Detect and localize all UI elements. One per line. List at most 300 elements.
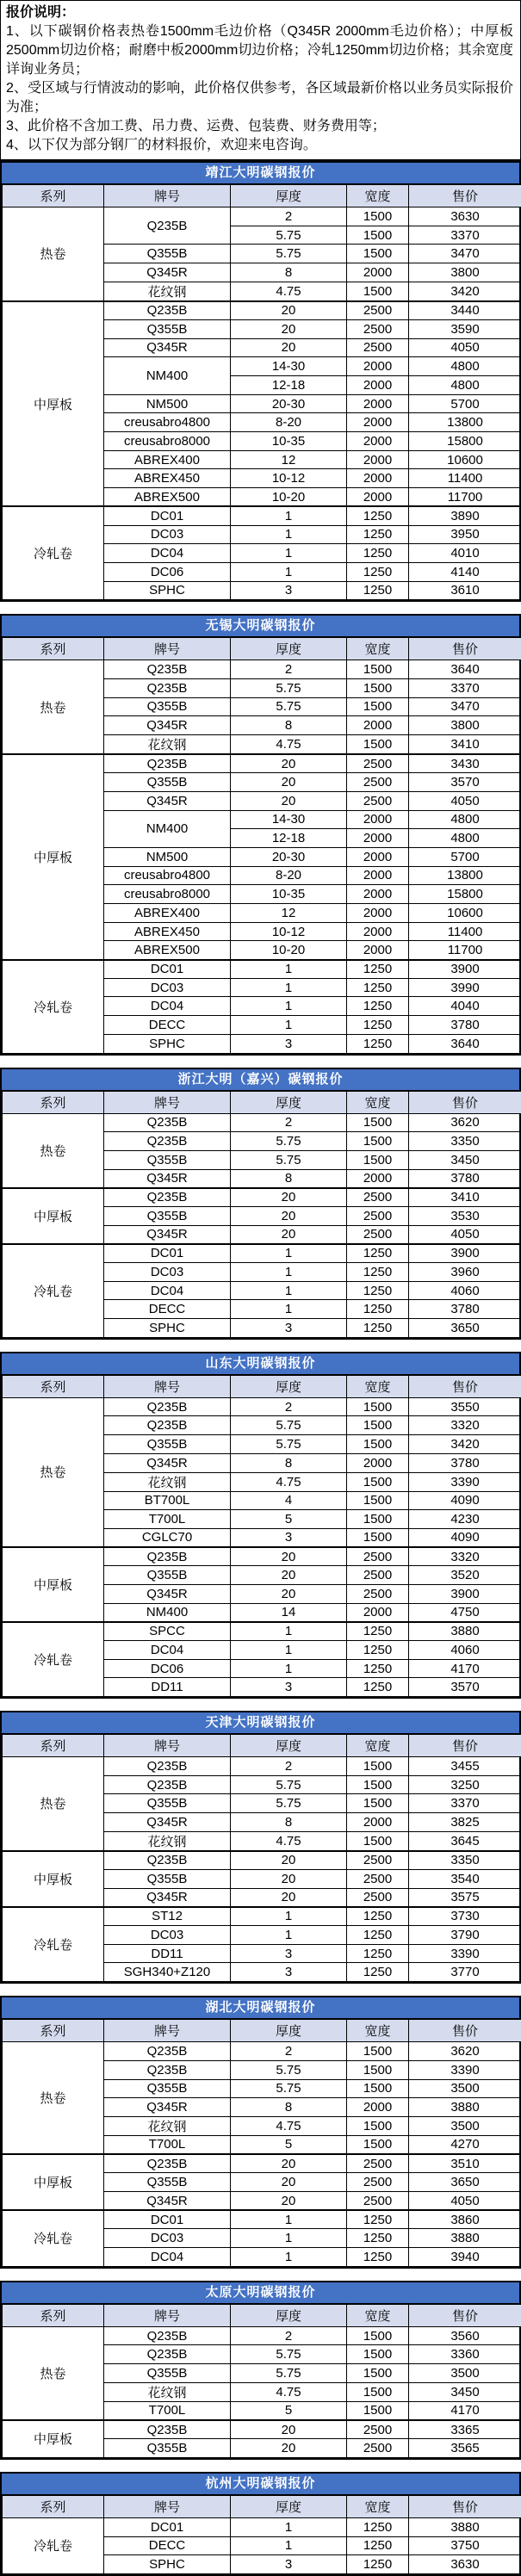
width-cell: 2000 bbox=[347, 1453, 409, 1472]
width-cell: 2000 bbox=[347, 941, 409, 960]
thickness-cell: 10-20 bbox=[231, 941, 347, 960]
notes-heading: 报价说明： bbox=[6, 3, 513, 22]
thickness-cell: 1 bbox=[231, 525, 347, 544]
price-cell: 4800 bbox=[409, 810, 521, 829]
series-cell: 中厚板 bbox=[3, 2154, 104, 2210]
quotation-notes bbox=[0, 0, 521, 161]
price-cell: 3610 bbox=[409, 581, 521, 600]
brand-cell: Q345R bbox=[104, 1169, 231, 1188]
price-cell: 3620 bbox=[409, 1113, 521, 1132]
brand-cell: Q345R bbox=[104, 2098, 231, 2117]
price-grid-hangzhou bbox=[2, 2495, 521, 2574]
width-cell: 1500 bbox=[347, 1435, 409, 1454]
brand-cell: NM500 bbox=[104, 847, 231, 866]
table-row bbox=[3, 1622, 521, 1641]
header-row bbox=[3, 1091, 521, 1113]
thickness-cell: 20 bbox=[231, 2173, 347, 2192]
thickness-cell: 8 bbox=[231, 1453, 347, 1472]
price-cell: 3780 bbox=[409, 1016, 521, 1035]
width-cell: 2000 bbox=[347, 922, 409, 941]
brand-cell: SPHC bbox=[104, 581, 231, 600]
column-header-price: 售价 bbox=[409, 2304, 521, 2326]
brand-cell: Q355B bbox=[104, 1435, 231, 1454]
brand-cell: Q355B bbox=[104, 1206, 231, 1225]
brand-cell: NM500 bbox=[104, 394, 231, 413]
price-table-wuxi bbox=[0, 614, 521, 1055]
price-cell: 3890 bbox=[409, 506, 521, 525]
width-cell: 2000 bbox=[347, 488, 409, 507]
thickness-cell: 8 bbox=[231, 716, 347, 735]
width-cell: 2500 bbox=[347, 2439, 409, 2458]
price-table-taiyuan bbox=[0, 2281, 521, 2460]
brand-cell: ABREX450 bbox=[104, 469, 231, 488]
series-cell: 热卷 bbox=[3, 2326, 104, 2420]
column-header-width: 宽度 bbox=[347, 2304, 409, 2326]
thickness-cell: 1 bbox=[231, 1300, 347, 1319]
thickness-cell: 2 bbox=[231, 207, 347, 226]
price-cell: 3640 bbox=[409, 660, 521, 679]
header-row bbox=[3, 638, 521, 660]
thickness-cell: 10-35 bbox=[231, 432, 347, 451]
thickness-cell: 20 bbox=[231, 301, 347, 320]
price-cell: 3630 bbox=[409, 2555, 521, 2574]
width-cell: 1500 bbox=[347, 207, 409, 226]
width-cell: 1500 bbox=[347, 735, 409, 755]
brand-cell: DC03 bbox=[104, 525, 231, 544]
thickness-cell: 20-30 bbox=[231, 847, 347, 866]
table-row bbox=[3, 1188, 521, 1207]
series-cell: 冷轧卷 bbox=[3, 1907, 104, 1982]
brand-cell: Q235B bbox=[104, 754, 231, 773]
column-header-brand: 牌号 bbox=[104, 2020, 231, 2042]
brand-cell: BT700L bbox=[104, 1491, 231, 1510]
table-title-hangzhou: 杭州大明碳钢报价 bbox=[2, 2474, 519, 2495]
price-cell: 3320 bbox=[409, 1547, 521, 1566]
price-cell: 3790 bbox=[409, 1926, 521, 1945]
thickness-cell: 5.75 bbox=[231, 2364, 347, 2383]
price-cell: 10600 bbox=[409, 450, 521, 469]
width-cell: 1500 bbox=[347, 1397, 409, 1416]
thickness-cell: 4.75 bbox=[231, 2382, 347, 2401]
width-cell: 1500 bbox=[347, 1113, 409, 1132]
header-row bbox=[3, 1375, 521, 1397]
brand-cell: T700L bbox=[104, 2135, 231, 2154]
price-cell: 4050 bbox=[409, 338, 521, 357]
width-cell: 2500 bbox=[347, 2420, 409, 2439]
width-cell: 1250 bbox=[347, 1300, 409, 1319]
table-row bbox=[3, 207, 521, 226]
width-cell: 2000 bbox=[347, 829, 409, 848]
price-cell: 13800 bbox=[409, 413, 521, 432]
column-header-series: 系列 bbox=[3, 2304, 104, 2326]
price-cell: 13800 bbox=[409, 866, 521, 885]
price-cell: 3450 bbox=[409, 2382, 521, 2401]
thickness-cell: 1 bbox=[231, 1659, 347, 1678]
brand-cell: Q355B bbox=[104, 1870, 231, 1889]
width-cell: 2000 bbox=[347, 450, 409, 469]
thickness-cell: 20 bbox=[231, 2154, 347, 2173]
price-cell: 3250 bbox=[409, 1775, 521, 1794]
price-cell: 3880 bbox=[409, 2229, 521, 2248]
series-cell: 中厚板 bbox=[3, 1188, 104, 1244]
price-cell: 3730 bbox=[409, 1907, 521, 1926]
thickness-cell: 20 bbox=[231, 338, 347, 357]
note-line-2: 2、受区域与行情波动的影响，此价格仅供参考，各区域最新价格以业务员实际报价为准； bbox=[6, 79, 513, 117]
price-cell: 3540 bbox=[409, 1870, 521, 1889]
table-row bbox=[3, 1244, 521, 1263]
brand-cell: Q345R bbox=[104, 1888, 231, 1907]
width-cell: 1250 bbox=[347, 1963, 409, 1982]
price-cell: 3500 bbox=[409, 2079, 521, 2098]
thickness-cell: 4 bbox=[231, 1491, 347, 1510]
column-header-price: 售价 bbox=[409, 1091, 521, 1113]
width-cell: 1250 bbox=[347, 562, 409, 581]
thickness-cell: 20-30 bbox=[231, 394, 347, 413]
thickness-cell: 1 bbox=[231, 1641, 347, 1660]
width-cell: 1250 bbox=[347, 1926, 409, 1945]
brand-cell: 花纹钢 bbox=[104, 1472, 231, 1491]
brand-cell: Q355B bbox=[104, 1794, 231, 1813]
brand-cell: Q355B bbox=[104, 697, 231, 716]
column-header-thickness: 厚度 bbox=[231, 1091, 347, 1113]
width-cell: 1250 bbox=[347, 581, 409, 600]
thickness-cell: 8 bbox=[231, 1813, 347, 1832]
thickness-cell: 20 bbox=[231, 2439, 347, 2458]
price-grid-zhejiang-jiaxing bbox=[2, 1091, 521, 1338]
width-cell: 2500 bbox=[347, 2191, 409, 2210]
brand-cell: DC01 bbox=[104, 1244, 231, 1263]
width-cell: 1250 bbox=[347, 1641, 409, 1660]
price-grid-taiyuan bbox=[2, 2304, 521, 2458]
brand-cell: SGH340+Z120 bbox=[104, 1963, 231, 1982]
width-cell: 2000 bbox=[347, 469, 409, 488]
width-cell: 1250 bbox=[347, 1944, 409, 1963]
width-cell: 2000 bbox=[347, 263, 409, 282]
width-cell: 1250 bbox=[347, 525, 409, 544]
header-row bbox=[3, 2304, 521, 2326]
header-row bbox=[3, 1735, 521, 1757]
column-header-width: 宽度 bbox=[347, 1091, 409, 1113]
table-title-jingjiang: 靖江大明碳钢报价 bbox=[2, 163, 519, 184]
brand-cell: Q345R bbox=[104, 1584, 231, 1603]
price-cell: 4050 bbox=[409, 791, 521, 810]
width-cell: 1250 bbox=[347, 1678, 409, 1697]
width-cell: 1250 bbox=[347, 1659, 409, 1678]
column-header-series: 系列 bbox=[3, 185, 104, 207]
price-cell: 3390 bbox=[409, 1944, 521, 1963]
price-cell: 4090 bbox=[409, 1491, 521, 1510]
brand-cell: ABREX400 bbox=[104, 904, 231, 923]
series-cell: 冷轧卷 bbox=[3, 1244, 104, 1337]
width-cell: 1500 bbox=[347, 1132, 409, 1151]
column-header-thickness: 厚度 bbox=[231, 638, 347, 660]
thickness-cell: 20 bbox=[231, 1584, 347, 1603]
column-header-price: 售价 bbox=[409, 2020, 521, 2042]
table-row bbox=[3, 2210, 521, 2229]
width-cell: 2500 bbox=[347, 791, 409, 810]
thickness-cell: 5.75 bbox=[231, 2079, 347, 2098]
thickness-cell: 12-18 bbox=[231, 376, 347, 395]
brand-cell: DC04 bbox=[104, 997, 231, 1016]
table-row bbox=[3, 960, 521, 979]
table-row bbox=[3, 506, 521, 525]
thickness-cell: 3 bbox=[231, 1528, 347, 1547]
thickness-cell: 14-30 bbox=[231, 810, 347, 829]
price-cell: 3950 bbox=[409, 525, 521, 544]
price-cell: 3630 bbox=[409, 207, 521, 226]
table-row bbox=[3, 754, 521, 773]
price-cell: 3390 bbox=[409, 1472, 521, 1491]
series-cell: 中厚板 bbox=[3, 1851, 104, 1907]
width-cell: 1500 bbox=[347, 1831, 409, 1851]
thickness-cell: 20 bbox=[231, 2420, 347, 2439]
table-row bbox=[3, 660, 521, 679]
thickness-cell: 20 bbox=[231, 1851, 347, 1870]
width-cell: 2500 bbox=[347, 1566, 409, 1585]
series-cell: 热卷 bbox=[3, 2042, 104, 2154]
thickness-cell: 5.75 bbox=[231, 1132, 347, 1151]
price-cell: 3800 bbox=[409, 716, 521, 735]
price-grid-wuxi bbox=[2, 637, 521, 1053]
brand-cell: SPHC bbox=[104, 1319, 231, 1338]
note-line-3: 3、此价格不含加工费、吊力费、运费、包装费、财务费用等； bbox=[6, 117, 513, 136]
price-table-zhejiang-jiaxing bbox=[0, 1068, 521, 1340]
brand-cell: Q355B bbox=[104, 2173, 231, 2192]
price-cell: 3500 bbox=[409, 2364, 521, 2383]
width-cell: 2000 bbox=[347, 847, 409, 866]
width-cell: 1250 bbox=[347, 2210, 409, 2229]
width-cell: 1250 bbox=[347, 1281, 409, 1300]
width-cell: 1500 bbox=[347, 2345, 409, 2364]
width-cell: 1500 bbox=[347, 2042, 409, 2061]
column-header-thickness: 厚度 bbox=[231, 2495, 347, 2517]
table-row bbox=[3, 1907, 521, 1926]
price-cell: 3500 bbox=[409, 2116, 521, 2135]
brand-cell: ABREX500 bbox=[104, 941, 231, 960]
thickness-cell: 5.75 bbox=[231, 1775, 347, 1794]
thickness-cell: 5.75 bbox=[231, 226, 347, 245]
brand-cell: Q355B bbox=[104, 2364, 231, 2383]
price-cell: 4050 bbox=[409, 1225, 521, 1244]
brand-cell: Q235B bbox=[104, 301, 231, 320]
price-cell: 3320 bbox=[409, 1416, 521, 1435]
brand-cell: DC03 bbox=[104, 2229, 231, 2248]
price-cell: 4010 bbox=[409, 544, 521, 563]
price-cell: 5700 bbox=[409, 847, 521, 866]
brand-cell: NM400 bbox=[104, 357, 231, 394]
brand-cell: Q235B bbox=[104, 2060, 231, 2079]
brand-cell: 花纹钢 bbox=[104, 1831, 231, 1851]
price-cell: 3770 bbox=[409, 1963, 521, 1982]
price-tables-container bbox=[0, 161, 521, 2576]
brand-cell: Q235B bbox=[104, 1757, 231, 1776]
thickness-cell: 12-18 bbox=[231, 829, 347, 848]
price-cell: 15800 bbox=[409, 885, 521, 904]
thickness-cell: 4.75 bbox=[231, 735, 347, 755]
table-title-wuxi: 无锡大明碳钢报价 bbox=[2, 616, 519, 637]
brand-cell: Q345R bbox=[104, 1453, 231, 1472]
thickness-cell: 10-12 bbox=[231, 922, 347, 941]
price-cell: 4750 bbox=[409, 1603, 521, 1622]
price-cell: 3565 bbox=[409, 2439, 521, 2458]
thickness-cell: 14-30 bbox=[231, 357, 347, 376]
price-cell: 3350 bbox=[409, 1851, 521, 1870]
width-cell: 2000 bbox=[347, 1603, 409, 1622]
series-cell: 中厚板 bbox=[3, 2420, 104, 2457]
thickness-cell: 10-35 bbox=[231, 885, 347, 904]
series-cell: 中厚板 bbox=[3, 301, 104, 507]
column-header-width: 宽度 bbox=[347, 185, 409, 207]
brand-cell: SPHC bbox=[104, 2555, 231, 2574]
table-row bbox=[3, 2154, 521, 2173]
brand-cell: Q235B bbox=[104, 2154, 231, 2173]
thickness-cell: 1 bbox=[231, 1263, 347, 1282]
brand-cell: 花纹钢 bbox=[104, 282, 231, 301]
price-cell: 3620 bbox=[409, 2042, 521, 2061]
thickness-cell: 2 bbox=[231, 1397, 347, 1416]
brand-cell: DC06 bbox=[104, 562, 231, 581]
column-header-thickness: 厚度 bbox=[231, 2020, 347, 2042]
price-cell: 4140 bbox=[409, 562, 521, 581]
width-cell: 2500 bbox=[347, 1547, 409, 1566]
thickness-cell: 10-12 bbox=[231, 469, 347, 488]
thickness-cell: 1 bbox=[231, 1281, 347, 1300]
thickness-cell: 5.75 bbox=[231, 245, 347, 263]
column-header-series: 系列 bbox=[3, 1735, 104, 1757]
thickness-cell: 4.75 bbox=[231, 282, 347, 301]
thickness-cell: 10-20 bbox=[231, 488, 347, 507]
thickness-cell: 20 bbox=[231, 2191, 347, 2210]
brand-cell: Q235B bbox=[104, 1397, 231, 1416]
price-cell: 3900 bbox=[409, 960, 521, 979]
price-cell: 4050 bbox=[409, 2191, 521, 2210]
brand-cell: DC04 bbox=[104, 1281, 231, 1300]
price-grid-tianjin bbox=[2, 1734, 521, 1982]
price-cell: 3420 bbox=[409, 282, 521, 301]
brand-cell: Q345R bbox=[104, 791, 231, 810]
column-header-thickness: 厚度 bbox=[231, 1735, 347, 1757]
column-header-brand: 牌号 bbox=[104, 1091, 231, 1113]
brand-cell: Q235B bbox=[104, 2326, 231, 2345]
table-row bbox=[3, 1397, 521, 1416]
price-cell: 3900 bbox=[409, 1584, 521, 1603]
thickness-cell: 20 bbox=[231, 1870, 347, 1889]
brand-cell: DECC bbox=[104, 1016, 231, 1035]
thickness-cell: 1 bbox=[231, 1926, 347, 1945]
price-table-tianjin bbox=[0, 1711, 521, 1984]
brand-cell: T700L bbox=[104, 2401, 231, 2420]
thickness-cell: 20 bbox=[231, 1225, 347, 1244]
brand-cell: DC06 bbox=[104, 1659, 231, 1678]
thickness-cell: 4.75 bbox=[231, 2116, 347, 2135]
series-cell: 热卷 bbox=[3, 660, 104, 754]
price-cell: 3860 bbox=[409, 2210, 521, 2229]
price-cell: 3570 bbox=[409, 1678, 521, 1697]
width-cell: 1500 bbox=[347, 226, 409, 245]
series-cell: 中厚板 bbox=[3, 754, 104, 960]
brand-cell: DC01 bbox=[104, 960, 231, 979]
price-cell: 3450 bbox=[409, 1150, 521, 1169]
price-cell: 3370 bbox=[409, 678, 521, 697]
price-cell: 3550 bbox=[409, 1397, 521, 1416]
width-cell: 2500 bbox=[347, 754, 409, 773]
thickness-cell: 14 bbox=[231, 1603, 347, 1622]
brand-cell: CGLC70 bbox=[104, 1528, 231, 1547]
brand-cell: creusabro8000 bbox=[104, 432, 231, 451]
width-cell: 1500 bbox=[347, 1472, 409, 1491]
brand-cell: Q235B bbox=[104, 660, 231, 679]
column-header-series: 系列 bbox=[3, 1091, 104, 1113]
column-header-thickness: 厚度 bbox=[231, 185, 347, 207]
width-cell: 2500 bbox=[347, 1225, 409, 1244]
column-header-series: 系列 bbox=[3, 638, 104, 660]
width-cell: 1250 bbox=[347, 2517, 409, 2536]
brand-cell: DC01 bbox=[104, 2210, 231, 2229]
brand-cell: 花纹钢 bbox=[104, 735, 231, 755]
series-cell: 热卷 bbox=[3, 1113, 104, 1188]
width-cell: 1250 bbox=[347, 2248, 409, 2267]
width-cell: 1500 bbox=[347, 1775, 409, 1794]
price-table-hangzhou bbox=[0, 2472, 521, 2576]
brand-cell: ABREX400 bbox=[104, 450, 231, 469]
table-row bbox=[3, 2517, 521, 2536]
brand-cell: Q355B bbox=[104, 245, 231, 263]
series-cell: 冷轧卷 bbox=[3, 506, 104, 599]
thickness-cell: 1 bbox=[231, 562, 347, 581]
price-cell: 3390 bbox=[409, 2060, 521, 2079]
price-cell: 11400 bbox=[409, 469, 521, 488]
table-title-tianjin: 天津大明碳钢报价 bbox=[2, 1712, 519, 1734]
price-cell: 3990 bbox=[409, 978, 521, 997]
width-cell: 2000 bbox=[347, 394, 409, 413]
thickness-cell: 2 bbox=[231, 2326, 347, 2345]
price-grid-shandong bbox=[2, 1375, 521, 1697]
price-cell: 4090 bbox=[409, 1528, 521, 1547]
price-table-jingjiang bbox=[0, 161, 521, 602]
series-cell: 热卷 bbox=[3, 1757, 104, 1851]
thickness-cell: 3 bbox=[231, 1034, 347, 1053]
thickness-cell: 20 bbox=[231, 791, 347, 810]
width-cell: 2500 bbox=[347, 2173, 409, 2192]
width-cell: 2500 bbox=[347, 319, 409, 338]
header-row bbox=[3, 2020, 521, 2042]
brand-cell: ABREX500 bbox=[104, 488, 231, 507]
brand-cell: Q235B bbox=[104, 1547, 231, 1566]
width-cell: 2000 bbox=[347, 885, 409, 904]
thickness-cell: 5.75 bbox=[231, 2060, 347, 2079]
thickness-cell: 3 bbox=[231, 1678, 347, 1697]
thickness-cell: 1 bbox=[231, 1907, 347, 1926]
thickness-cell: 8-20 bbox=[231, 413, 347, 432]
price-cell: 3880 bbox=[409, 2517, 521, 2536]
price-cell: 3640 bbox=[409, 1034, 521, 1053]
price-cell: 4060 bbox=[409, 1641, 521, 1660]
width-cell: 2000 bbox=[347, 904, 409, 923]
width-cell: 2500 bbox=[347, 1851, 409, 1870]
brand-cell: DC03 bbox=[104, 1926, 231, 1945]
table-title-taiyuan: 太原大明碳钢报价 bbox=[2, 2282, 519, 2304]
brand-cell: DECC bbox=[104, 2536, 231, 2555]
width-cell: 2500 bbox=[347, 1206, 409, 1225]
width-cell: 1500 bbox=[347, 660, 409, 679]
price-cell: 3900 bbox=[409, 1244, 521, 1263]
price-cell: 4040 bbox=[409, 997, 521, 1016]
width-cell: 1500 bbox=[347, 1528, 409, 1547]
price-cell: 3455 bbox=[409, 1757, 521, 1776]
width-cell: 2500 bbox=[347, 338, 409, 357]
price-cell: 3575 bbox=[409, 1888, 521, 1907]
column-header-brand: 牌号 bbox=[104, 1735, 231, 1757]
